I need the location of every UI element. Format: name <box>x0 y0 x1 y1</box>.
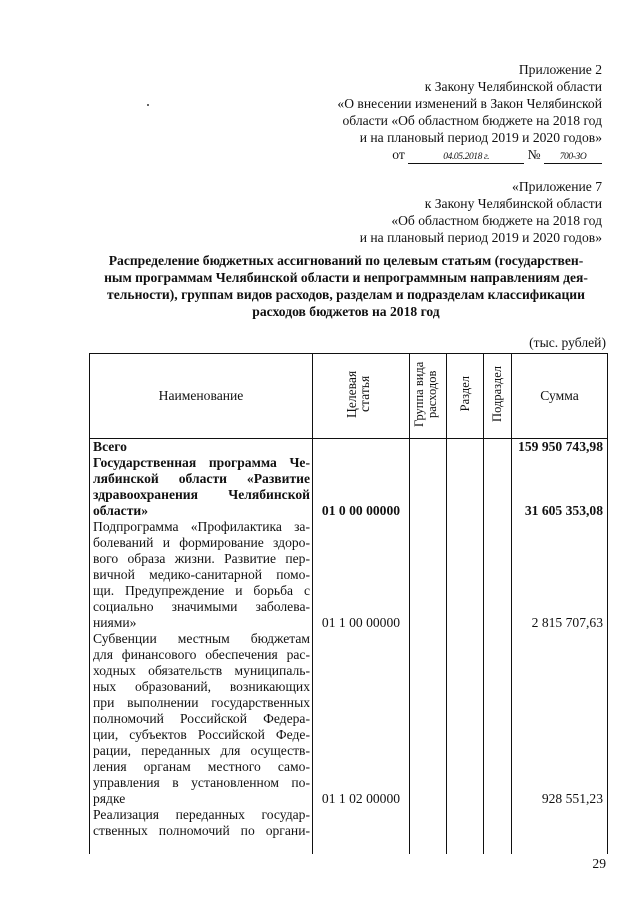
col-header-subsection: Подраздел <box>484 354 512 439</box>
table-body-row <box>90 439 608 855</box>
table-row-name <box>93 631 310 807</box>
from-label: от <box>392 147 405 162</box>
table-row-name <box>93 439 310 455</box>
name-line: ственных полномочий по органи- <box>93 823 310 838</box>
appendix-7-header <box>360 178 602 246</box>
table-header-row <box>90 354 608 439</box>
col-header-sum: Сумма <box>512 354 608 439</box>
budget-law-line-2: и на плановый период 2019 и 2020 годов» <box>359 230 602 245</box>
law-reference: к Закону Челябинской области <box>424 79 602 94</box>
scan-speck <box>147 104 149 106</box>
name-line: Подпрограмма «Профилактика за- <box>93 519 310 534</box>
name-line: вого образа жизни. Развитие пер- <box>93 551 310 566</box>
name-line: ления органам местного само- <box>93 759 310 774</box>
name-line: рядке <box>93 791 126 806</box>
amendment-line-2: области «Об областном бюджете на 2018 год <box>342 113 602 128</box>
col-header-name: Наименование <box>90 354 313 439</box>
name-line: Государственная программа Че- <box>93 455 310 470</box>
name-line: ниями» <box>93 615 137 630</box>
name-line: ных образований, возникающих <box>93 679 310 694</box>
name-line: при выполнении государственных <box>93 695 310 710</box>
law-reference-2: к Закону Челябинской области <box>424 196 602 211</box>
number-field: 700-ЗО <box>544 151 602 164</box>
name-line: щи. Предупреждение и борьба с <box>93 583 310 598</box>
name-line: области» <box>93 503 149 518</box>
name-line: болеваний и формирование здоро- <box>93 535 310 550</box>
name-line: ходных обязательств муниципаль- <box>93 663 310 678</box>
title-line-2: ным программам Челябинской области и непрограммным направлениям дея- <box>104 270 588 285</box>
number-label: № <box>527 147 541 162</box>
name-line: вичной медико-санитарной помо- <box>93 567 310 582</box>
title-line-4: расходов бюджетов на 2018 год <box>252 304 440 319</box>
table-row-name <box>93 519 310 631</box>
table-row-name <box>93 455 310 519</box>
budget-table <box>89 353 608 854</box>
units-label: (тыс. рублей) <box>529 335 606 350</box>
col-header-expense-group: Группа вида расходов <box>410 354 447 439</box>
name-line: управления в установленном по- <box>93 775 310 790</box>
amendment-line-3: и на плановый период 2019 и 2020 годов» <box>359 130 602 145</box>
date-field: 04.05.2018 г. <box>408 151 524 164</box>
sum-column <box>512 439 608 855</box>
section-column <box>447 439 484 855</box>
name-line: рации, переданных для осуществ- <box>93 743 310 758</box>
page-number: 29 <box>592 856 606 871</box>
name-line: лябинской области «Развитие <box>93 471 310 486</box>
expense-group-column <box>410 439 447 855</box>
name-line: Субвенции местным бюджетам <box>93 631 310 646</box>
name-line: Реализация переданных государ- <box>93 807 310 822</box>
name-line: Всего <box>93 439 127 454</box>
table-row-name <box>93 807 310 839</box>
target-code: 01 1 02 00000 <box>321 791 401 806</box>
amendment-line-1: «О внесении изменений в Закон Челябинской <box>337 96 602 111</box>
sum-value: 928 551,23 <box>541 791 603 806</box>
target-code: 01 0 00 00000 <box>321 503 401 518</box>
name-line: полномочий Российской Федера- <box>93 711 310 726</box>
subsection-column <box>484 439 512 855</box>
name-line: ции, субъектов Российской Феде- <box>93 727 310 742</box>
target-code: 01 1 00 00000 <box>321 615 401 630</box>
sum-value: 159 950 743,98 <box>518 439 603 454</box>
budget-law-line-1: «Об областном бюджете на 2018 год <box>391 213 602 228</box>
sum-value: 31 605 353,08 <box>524 503 603 518</box>
appendix-header <box>337 61 602 164</box>
document-title <box>90 252 602 320</box>
date-number-line <box>337 146 602 164</box>
name-column <box>90 439 313 855</box>
appendix-7-label: «Приложение 7 <box>512 179 602 194</box>
col-header-section: Раздел <box>447 354 484 439</box>
col-header-target: Целевая статья <box>313 354 410 439</box>
appendix-label: Приложение 2 <box>518 62 602 77</box>
name-line: для финансового обеспечения рас- <box>93 647 310 662</box>
target-column <box>313 439 410 855</box>
title-line-1: Распределение бюджетных ассигнований по целевым статьям (государствен- <box>108 253 584 268</box>
name-line: здравоохранения Челябинской <box>93 487 310 502</box>
title-line-3: тельности), группам видов расходов, разделам и подразделам классификации <box>107 287 585 302</box>
name-line: социально значимыми заболева- <box>93 599 310 614</box>
sum-value: 2 815 707,63 <box>531 615 603 630</box>
